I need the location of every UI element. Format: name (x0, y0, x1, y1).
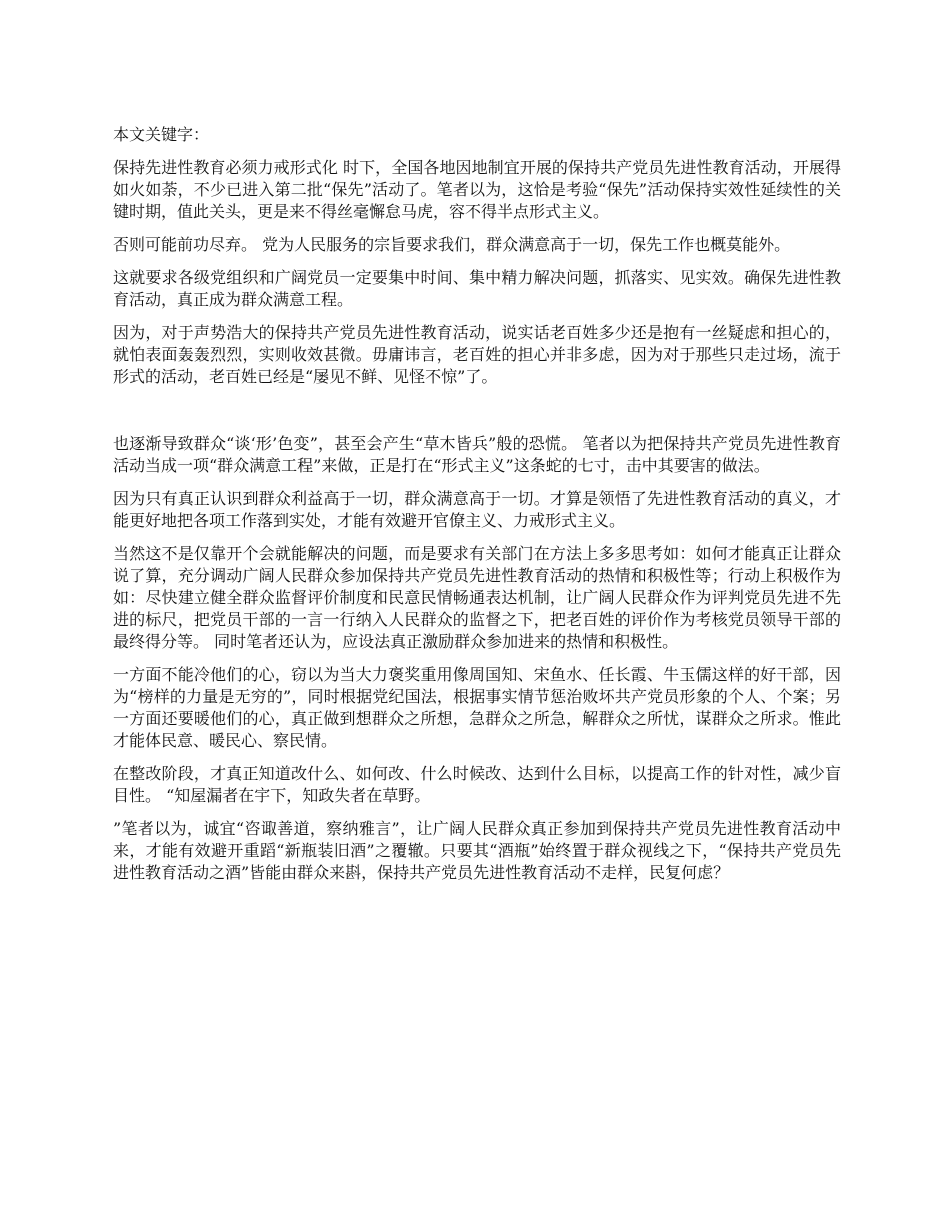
paragraph: 因为只有真正认识到群众利益高于一切，群众满意高于一切。才算是领悟了先进性教育活动的真义，才能更好地把各项工作落到实处，才能有效避开官僚主义、力戒形式主义。 (113, 489, 841, 530)
paragraph: 当然这不是仅靠开个会就能解决的问题，而是要求有关部门在方法上多多思考如：如何才能真正让群众说了算，充分调动广阔人民群众参加保持共产党员先进性教育活动的热情和积极性等；行动上积极作为如：尽快建立健全群众监督评价制度和民意民情畅通表达机制，让广阔人民群众作为评判党员先进不先进的标尺，把党员干部的一言一行纳入人民群众的监督之下，把老百姓的评价作为考核党员领导干部的最终得分等。 同时笔者还认为，应设法真正激励群众参加进来的热情和积极性。 (113, 544, 841, 651)
paragraph: ”笔者以为，诚宜“咨诹善道，察纳雅言”，让广阔人民群众真正参加到保持共产党员先进性教育活动中来，才能有效避开重蹈“新瓶装旧酒”之覆辙。只要其“酒瓶”始终置于群众视线之下，“保持共产党员先进性教育活动之酒”皆能由群众来斟，保持共产党员先进性教育活动不走样，民复何虑？ (113, 819, 841, 882)
keywords-label: 本文关键字： (113, 125, 210, 144)
document-body (113, 124, 841, 895)
paragraph: 这就要求各级党组织和广阔党员一定要集中时间、集中精力解决问题，抓落实、见实效。确保先进性教育活动，真正成为群众满意工程。 (113, 268, 841, 309)
paragraph: 一方面不能冷他们的心，窃以为当大力褒奖重用像周国知、宋鱼水、任长霞、牛玉儒这样的好干部，因为“榜样的力量是无穷的”，同时根据党纪国法，根据事实情节惩治败坏共产党员形象的个人、个案；另一方面还要暖他们的心，真正做到想群众之所想，急群众之所急，解群众之所忧，谋群众之所求。惟此才能体民意、暖民心、察民情。 (113, 665, 841, 750)
paragraph: 因为，对于声势浩大的保持共产党员先进性教育活动，说实话老百姓多少还是抱有一丝疑虑和担心的，就怕表面轰轰烈烈，实则收效甚微。毋庸讳言，老百姓的担心并非多虑，因为对于那些只走过场，流于形式的活动，老百姓已经是“屡见不鲜、见怪不惊”了。 (113, 323, 841, 386)
paragraph: 也逐渐导致群众“谈‘形’色变”，甚至会产生“草木皆兵”般的恐慌。 笔者以为把保持共产党员先进性教育活动当成一项“群众满意工程”来做，正是打在“形式主义”这条蛇的七寸，击中其要害的做法。 (113, 434, 841, 475)
paragraph: 否则可能前功尽弃。 党为人民服务的宗旨要求我们，群众满意高于一切，保先工作也概莫能外。 (113, 235, 791, 254)
paragraph: 保持先进性教育必须力戒形式化 时下，全国各地因地制宜开展的保持共产党员先进性教育活动，开展得如火如荼，不少已进入第二批“保先”活动了。笔者以为，这恰是考验“保先”活动保持实效性延续性的关键时期，值此关头，更是来不得丝毫懈怠马虎，容不得半点形式主义。 (113, 158, 841, 221)
section-gap (113, 399, 841, 433)
paragraph: 在整改阶段，才真正知道改什么、如何改、什么时候改、达到什么目标，以提高工作的针对性，减少盲目性。 “知屋漏者在宇下，知政失者在草野。 (113, 764, 841, 805)
